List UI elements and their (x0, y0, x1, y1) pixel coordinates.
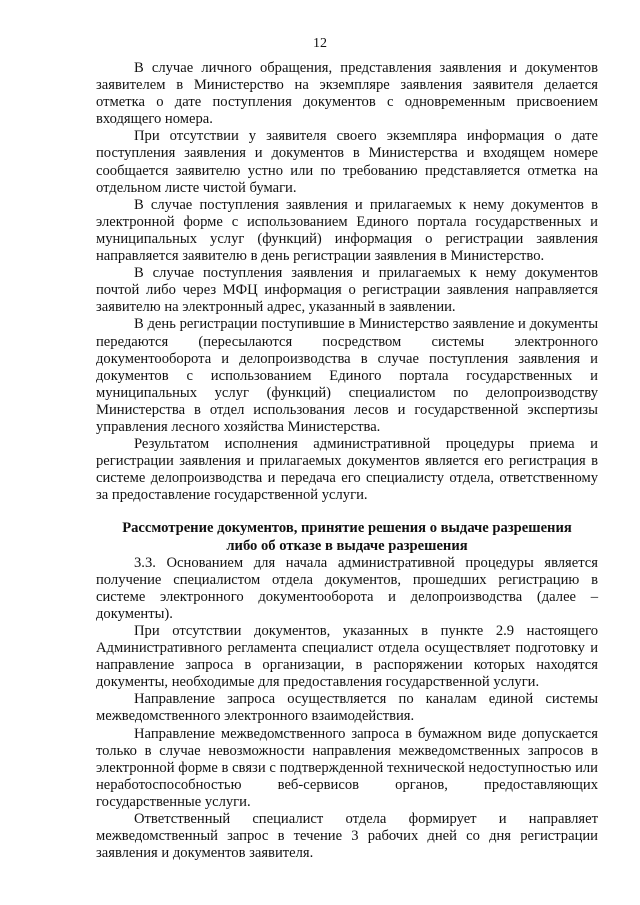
page-number: 12 (313, 36, 327, 51)
paragraph: Результатом исполнения административной процедуры приема и регистрации заявления и прилагаемых документов является его регистрация в системе делопроизводства и передача его специалисту отдела, ответственному за предоставление государственной услуги. (96, 436, 598, 504)
paragraph: Ответственный специалист отдела формирует и направляет межведомственный запрос в течение 3 рабочих дней со дня регистрации заявления и документов заявителя. (96, 811, 598, 862)
paragraph: При отсутствии у заявителя своего экземпляра информация о дате поступления заявления и документов в Министерства и входящем номере сообщается заявителю устно или по требованию представляется отметка на отдельном листе чистой бумаги. (96, 128, 598, 196)
document-body (96, 60, 598, 862)
paragraph: В день регистрации поступившие в Министерство заявление и документы передаются (пересылаются посредством системы электронного документооборота и делопроизводства в случае поступления заявления и документов с использованием Единого портала государственных и муниципальных услуг (функций) специалистом по делопроизводству Министерства в отдел использования лесов и государственной экспертизы управления лесного хозяйства Министерства. (96, 316, 598, 435)
section-heading: Рассмотрение документов, принятие решения о выдаче разрешения либо об отказе в выдаче разрешения (122, 520, 572, 554)
paragraph: В случае личного обращения, представления заявления и документов заявителем в Министерство на экземпляре заявления заявителя делается отметка о дате поступления документов с одновременным присвоением входящего номера. (96, 60, 598, 128)
paragraph: Направление межведомственного запроса в бумажном виде допускается только в случае невозможности направления межведомственных запросов в электронной форме в связи с подтвержденной технической недоступностью или неработоспособностью веб-сервисов органов, предоставляющих государственные услуги. (96, 725, 598, 810)
paragraph: Направление запроса осуществляется по каналам единой системы межведомственного электронного взаимодействия. (96, 691, 598, 725)
paragraph: При отсутствии документов, указанных в пункте 2.9 настоящего Административного регламента специалист отдела осуществляет подготовку и направление запроса в организации, в распоряжении которых находятся документы, необходимые для предоставления государственной услуги. (96, 623, 598, 691)
paragraph: В случае поступления заявления и прилагаемых к нему документов почтой либо через МФЦ информация о регистрации заявления направляется заявителю на электронный адрес, указанный в заявлении. (96, 265, 598, 316)
paragraph: 3.3. Основанием для начала административной процедуры является получение специалистом отдела документов, прошедших регистрацию в системе электронного документооборота и делопроизводства (далее – документы). (96, 554, 598, 622)
paragraph: В случае поступления заявления и прилагаемых к нему документов в электронной форме с использованием Единого портала государственных и муниципальных услуг (функций) информация о регистрации заявления направляется заявителю в день регистрации заявления в Министерство. (96, 196, 598, 265)
